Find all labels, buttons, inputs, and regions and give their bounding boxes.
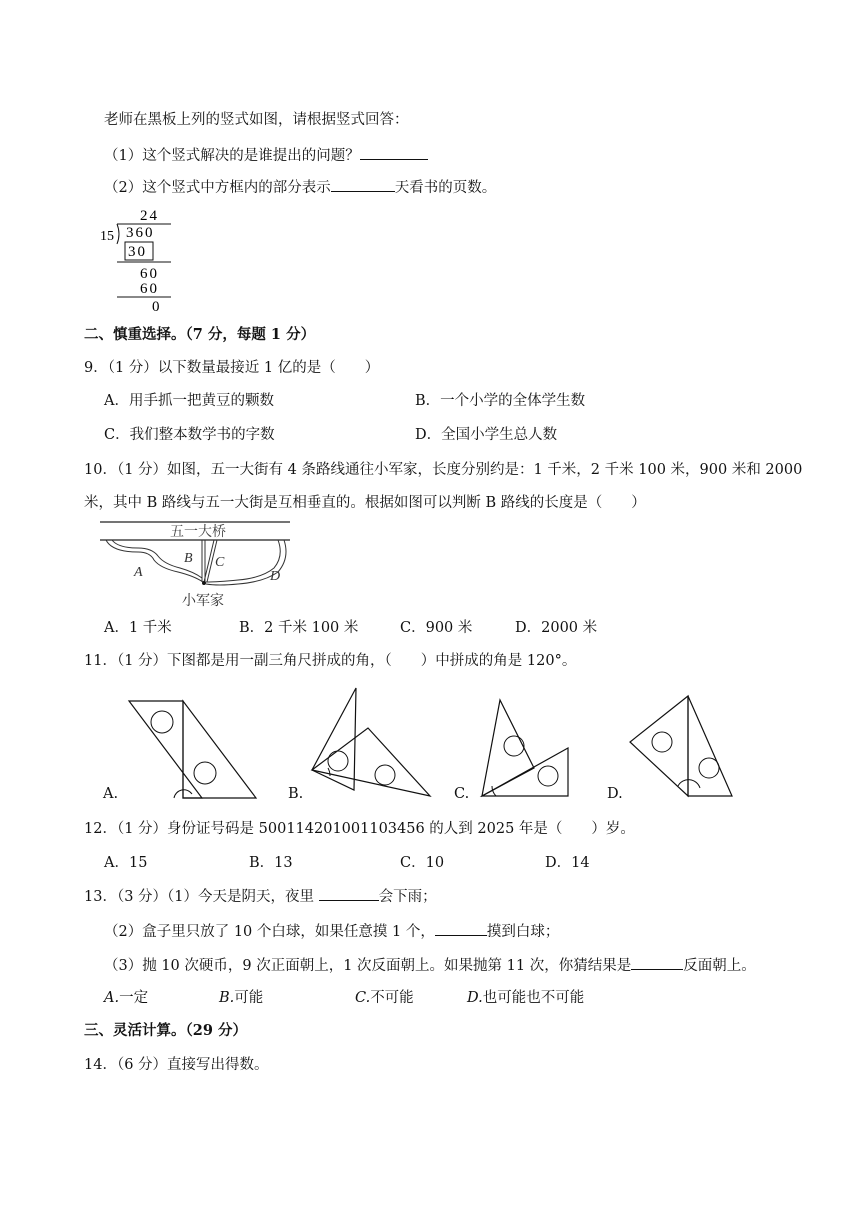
q13-p2-b: 摸到白球； (486, 924, 560, 940)
route-b-label: B (184, 551, 193, 566)
q10-option-d[interactable]: D．2000 米 (515, 620, 598, 636)
q9-stem: 9．（1 分）以下数量最接近 1 亿的是（ ） (84, 360, 380, 376)
q10-option-a[interactable]: A．1 千米 (104, 620, 172, 636)
division-step2: 60 (140, 266, 159, 282)
q13-option-b-text: 可能 (234, 990, 264, 1006)
q11-option-d[interactable]: D. (607, 786, 623, 802)
q12-option-a[interactable]: A．15 (104, 855, 148, 871)
q12-option-b[interactable]: B．13 (249, 855, 293, 871)
section2-title: 二、慎重选择。（7 分，每题 1 分） (84, 326, 316, 343)
q13-p3-a: （3）抛 10 次硬币，9 次正面朝上，1 次反面朝上。如果抛第 11 次，你猜结果是 (104, 958, 632, 974)
q11-figure-b (310, 686, 434, 802)
intro-q1 (104, 145, 428, 166)
long-division-figure (96, 204, 186, 314)
q11-figure-c (478, 698, 570, 798)
q13-option-d-text: 也可能也不可能 (482, 990, 585, 1006)
q11-figure-a (126, 698, 260, 800)
q13-p2-a: （2）盒子里只放了 10 个白球，如果任意摸 1 个， (104, 924, 435, 940)
q13-stem (84, 886, 437, 907)
q13-option-d-letter: D. (467, 990, 483, 1006)
q13-option-a[interactable] (104, 988, 148, 1008)
q9-option-c[interactable]: C．我们整本数学书的字数 (104, 427, 275, 443)
q13-option-b[interactable] (219, 988, 263, 1008)
answer-blank[interactable] (435, 921, 487, 936)
q13-option-c-letter: C. (355, 990, 371, 1006)
q10-option-b[interactable]: B．2 千米 100 米 (239, 620, 359, 636)
answer-blank[interactable] (360, 145, 428, 160)
q9-option-b[interactable]: B．一个小学的全体学生数 (415, 393, 586, 409)
q12-option-c[interactable]: C．10 (400, 855, 445, 871)
q9-option-a[interactable]: A．用手抓一把黄豆的颗数 (104, 393, 274, 409)
q13-option-c[interactable] (355, 988, 414, 1008)
q13-part3 (104, 955, 756, 976)
route-c-label: C (215, 555, 225, 570)
q13-stem-b: 会下雨； (378, 889, 437, 905)
intro-q1-text: （1）这个竖式解决的是谁提出的问题？ (104, 148, 360, 164)
intro-q2 (104, 177, 496, 198)
intro-q2-text-a: （2）这个竖式中方框内的部分表示 (104, 180, 331, 196)
q13-p3-b: 反面朝上。 (683, 958, 756, 974)
answer-blank[interactable] (631, 955, 683, 970)
division-dividend: 360 (126, 225, 155, 241)
q13-option-a-letter: A. (104, 990, 120, 1006)
division-quotient: 24 (140, 208, 159, 224)
q11-option-c[interactable]: C. (454, 786, 470, 802)
intro-line: 老师在黑板上列的竖式如图，请根据竖式回答： (104, 112, 409, 128)
home-label: 小军家 (182, 594, 224, 609)
section3-title: 三、灵活计算。（29 分） (84, 1022, 247, 1039)
q10-option-c[interactable]: C．900 米 (400, 620, 473, 636)
q10-stem-line2: 米，其中 B 路线与五一大街是互相垂直的。根据如图可以判断 B 路线的长度是（ ） (84, 495, 646, 511)
division-step3: 60 (140, 281, 159, 297)
division-divisor: 15 (100, 229, 114, 244)
division-remainder: 0 (152, 299, 160, 314)
q11-stem: 11．（1 分）下图都是用一副三角尺拼成的角，（ ）中拼成的角是 120°。 (84, 653, 577, 669)
bridge-label: 五一大桥 (170, 525, 226, 540)
q13-stem-a: 13．（3 分）（1）今天是阴天，夜里 (84, 889, 315, 905)
division-step1: 30 (128, 244, 147, 260)
q13-part2 (104, 921, 559, 942)
q10-route-figure (98, 516, 294, 610)
route-a-label: A (134, 565, 143, 580)
answer-blank[interactable] (319, 886, 379, 901)
route-d-label: D (270, 569, 281, 584)
q10-stem-line1: 10．（1 分）如图，五一大街有 4 条路线通往小军家，长度分别约是：1 千米，2 千米 100 米，900 米和 2000 (84, 462, 803, 478)
q9-option-d[interactable]: D．全国小学生总人数 (415, 427, 558, 443)
q13-option-d[interactable] (467, 988, 584, 1008)
q14-stem: 14．（6 分）直接写出得数。 (84, 1057, 269, 1073)
q12-stem: 12．（1 分）身份证号码是 500114201001103456 的人到 2025 年是（ ）岁。 (84, 821, 635, 837)
q11-option-b[interactable]: B. (288, 786, 304, 802)
q13-option-b-letter: B. (219, 990, 235, 1006)
q13-option-c-text: 不可能 (370, 990, 414, 1006)
intro-q2-text-b: 天看书的页数。 (394, 180, 497, 196)
q11-option-a[interactable]: A. (103, 786, 119, 802)
q13-option-a-text: 一定 (119, 990, 149, 1006)
answer-blank[interactable] (331, 177, 395, 192)
q12-option-d[interactable]: D．14 (545, 855, 590, 871)
q11-figure-d (628, 694, 738, 798)
